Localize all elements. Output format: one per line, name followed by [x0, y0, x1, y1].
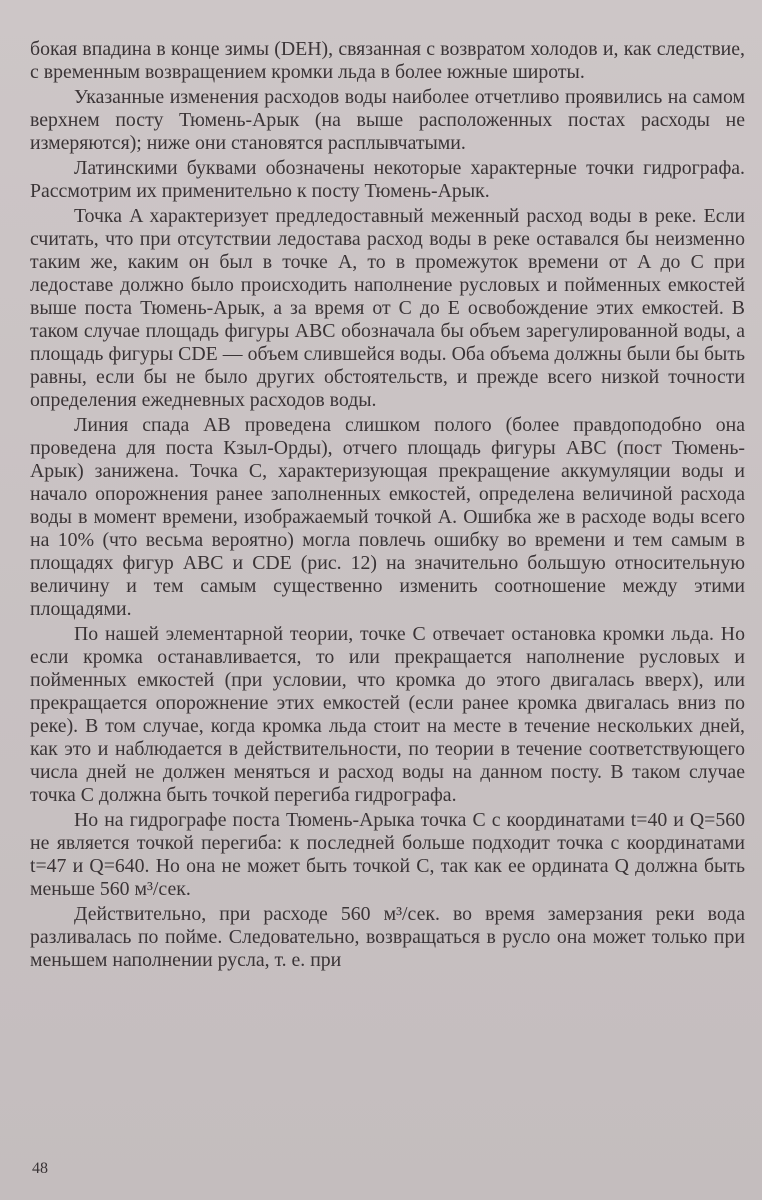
paragraph: Но на гидрографе поста Тюмень-Арыка точка C с координатами t=40 и Q=560 не является точкой перегиба: к последней больше подходит точка с координатами t=47 и Q=640. Но она не может быть точкой C, так как ее ордината Q должна быть меньше 560 м³/сек. [30, 809, 745, 900]
paragraph-continuation: бокая впадина в конце зимы (DEH), связанная с возвратом холодов и, как следствие, с временным возвращением кромки льда в более южные широты. [30, 38, 745, 83]
paragraph: По нашей элементарной теории, точке C отвечает остановка кромки льда. Но если кромка останавливается, то или прекращается наполнение русловых и пойменных емкостей (при условии, что кромка до этого двигалась вверх), или прекращается опорожнение этих емкостей (если ранее кромка двигалась вниз по реке). В том случае, когда кромка льда стоит на месте в течение нескольких дней, как это и наблюдается в действительности, по теории в течение соответствующего числа дней не должен меняться и расход воды на данном посту. В таком случае точка C должна быть точкой перегиба гидрографа. [30, 623, 745, 806]
paragraph: Точка A характеризует предледоставный меженный расход воды в реке. Если считать, что при отсутствии ледостава расход воды в реке оставался бы неизменно таким же, каким он был в точке A, то в промежуток времени от A до C при ледоставе должно было происходить наполнение русловых и пойменных емкостей выше поста Тюмень-Арык, а за время от C до E освобождение этих емкостей. В таком случае площадь фигуры ABC обозначала бы объем зарегулированной воды, а площадь фигуры CDE — объем слившейся воды. Оба объема должны были бы быть равны, если бы не было других обстоятельств, и прежде всего низкой точности определения ежедневных расходов воды. [30, 205, 745, 411]
paragraph: Латинскими буквами обозначены некоторые характерные точки гидрографа. Рассмотрим их применительно к посту Тюмень-Арык. [30, 157, 745, 202]
page-number: 48 [32, 1160, 48, 1177]
body-text [30, 38, 745, 974]
paragraph: Линия спада AB проведена слишком полого (более правдоподобно она проведена для поста Кзыл-Орды), отчего площадь фигуры ABC (пост Тюмень-Арык) занижена. Точка C, характеризующая прекращение аккумуляции воды и начало опорожнения ранее заполненных емкостей, определена величиной расхода воды в момент времени, изображаемый точкой A. Ошибка же в расходе воды всего на 10% (что весьма вероятно) могла повлечь ошибку во времени и тем самым в площадях фигур ABC и CDE (рис. 12) на значительно большую относительную величину и тем самым существенно изменить соотношение между этими площадями. [30, 414, 745, 620]
paragraph: Действительно, при расходе 560 м³/сек. во время замерзания реки вода разливалась по пойме. Следовательно, возвращаться в русло она может только при меньшем наполнении русла, т. е. при [30, 903, 745, 971]
paragraph: Указанные изменения расходов воды наиболее отчетливо проявились на самом верхнем посту Тюмень-Арык (на выше расположенных постах расходы не измеряются); ниже они становятся расплывчатыми. [30, 86, 745, 154]
